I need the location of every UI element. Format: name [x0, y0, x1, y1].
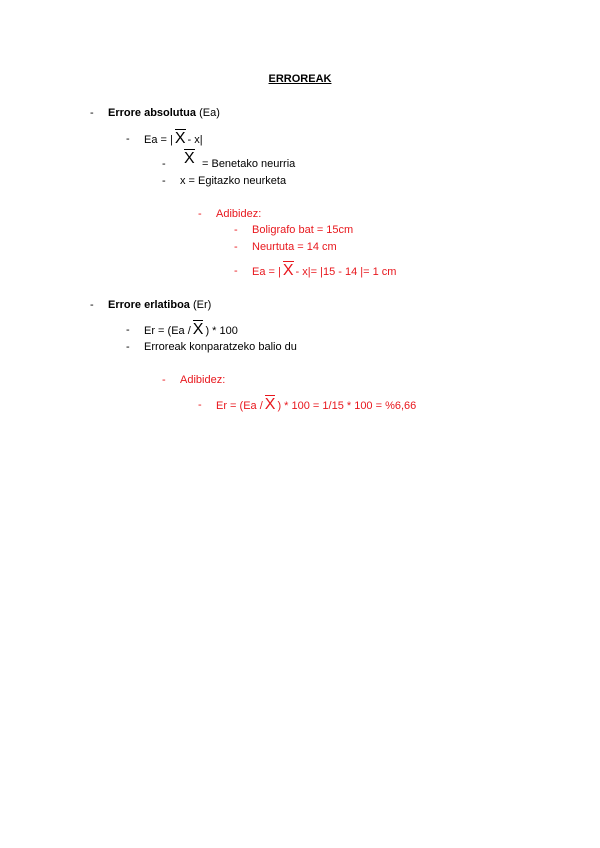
example-formula-suffix: - x|= |15 - 14 |= 1 cm [295, 266, 397, 278]
section2-heading-abbrev: (Er) [189, 299, 212, 311]
section1-heading-bold: Errore absolutua [108, 107, 197, 119]
bullet-dash: - [234, 224, 238, 236]
formula-suffix: ) * 100 [205, 325, 238, 337]
bullet-dash: - [162, 158, 166, 170]
bullet-dash: - [126, 133, 130, 145]
bullet-dash: - [162, 374, 166, 386]
section2-heading [108, 298, 211, 312]
section2-note: Erroreak konparatzeko balio du [144, 341, 297, 353]
section1-formula [144, 132, 203, 147]
bullet-dash: - [198, 208, 202, 220]
example-line-3 [252, 264, 396, 279]
x-bar-symbol: X [282, 262, 294, 279]
x-bar-symbol: X [174, 130, 186, 147]
bullet-dash: - [234, 265, 238, 277]
example-label: Adibidez: [180, 374, 226, 386]
example-formula-suffix: ) * 100 = 1/15 * 100 = %6,66 [277, 400, 417, 412]
definition-measured-value: x = Egitazko neurketa [180, 175, 287, 187]
section2-formula [144, 323, 238, 338]
section1-heading [108, 106, 220, 120]
bullet-dash: - [126, 324, 130, 336]
definition-true-value: = Benetako neurria [202, 158, 296, 170]
section2-heading-bold: Errore erlatiboa [108, 299, 190, 311]
example-line-2: Neurtuta = 14 cm [252, 241, 337, 253]
example-formula-prefix: Er = (Ea / [216, 400, 263, 412]
bullet-dash: - [90, 299, 94, 311]
example-line-relative [216, 398, 416, 413]
bullet-dash: - [126, 341, 130, 353]
bullet-dash: - [90, 107, 94, 119]
formula-prefix: Er = (Ea / [144, 325, 191, 337]
x-bar-symbol: X [184, 150, 195, 167]
page-title: ERROREAK [268, 73, 332, 85]
example-label: Adibidez: [216, 208, 262, 220]
bullet-dash: - [198, 399, 202, 411]
x-bar-symbol: X [192, 321, 204, 338]
example-formula-prefix: Ea = | [252, 266, 281, 278]
example-line-1: Boligrafo bat = 15cm [252, 224, 354, 236]
bullet-dash: - [162, 175, 166, 187]
section1-heading-abbrev: (Ea) [196, 107, 220, 119]
formula-prefix: Ea = | [144, 134, 173, 146]
bullet-dash: - [234, 241, 238, 253]
formula-suffix: - x| [187, 134, 203, 146]
x-bar-symbol: X [264, 396, 276, 413]
